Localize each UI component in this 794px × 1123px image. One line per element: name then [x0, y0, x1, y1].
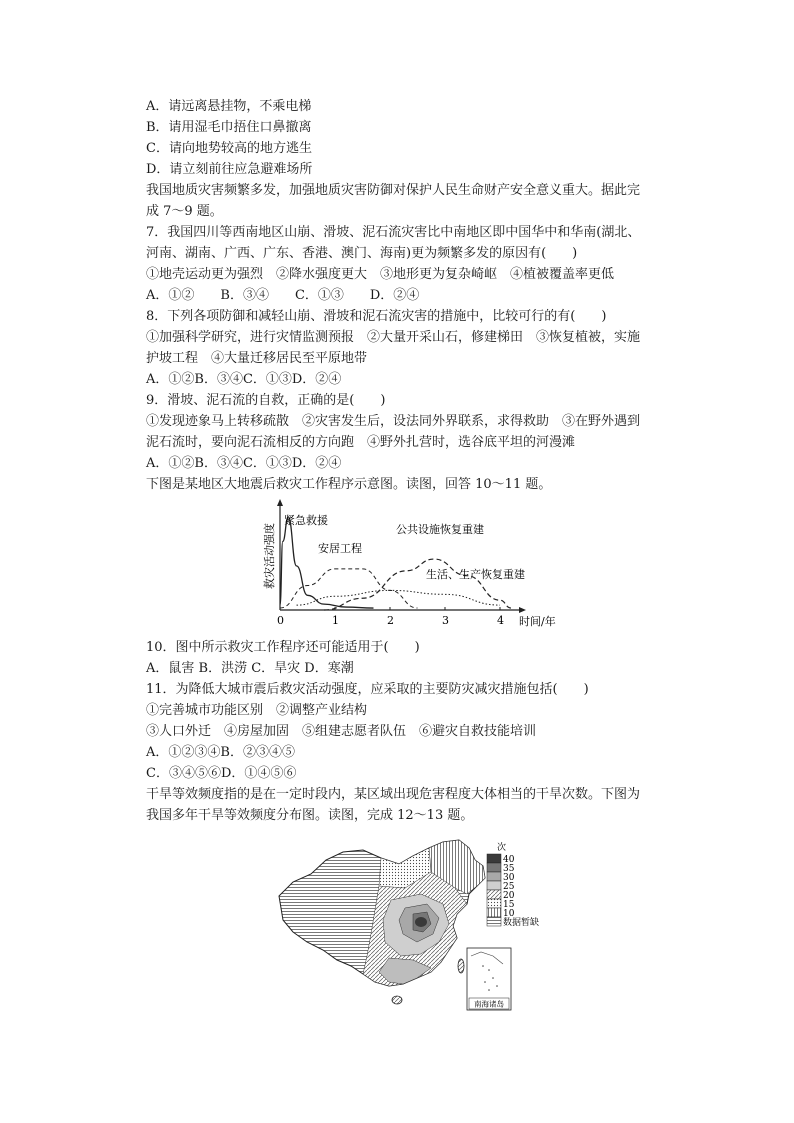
- q7-stem-2: 河南、湖南、广西、广东、香港、澳门、海南)更为频繁多发的原因有( ): [146, 246, 578, 261]
- legend-swatch-20: [487, 890, 501, 899]
- series-label-housing: 安居工程: [318, 542, 362, 555]
- q8-options: A．①②B．③④C．①③D．②④: [146, 372, 342, 387]
- series-label-emergency: 紧急救援: [284, 514, 328, 527]
- q9-items-1: ①发现迹象马上转移疏散 ②灾害发生后，设法同外界联系，求得救助 ③在野外遇到: [146, 414, 641, 429]
- inset-label: 南海诸岛: [474, 999, 504, 1009]
- q11-stem: 11．为降低大城市震后救灾活动强度，应采取的主要防灾减灾措施包括( ): [146, 682, 589, 697]
- legend-value-30: 30: [503, 873, 515, 883]
- q7-stem-1: 7．我国四川等西南地区山崩、滑坡、泥石流灾害比中南地区即中国华中和华南(湖北、: [146, 225, 641, 240]
- y-axis-label: 救灾活动强度: [263, 523, 276, 589]
- legend-swatch-10: [487, 908, 501, 917]
- legend-value-25: 25: [503, 882, 515, 892]
- q7-options: A．①② B．③④ C．①③ D．②④: [146, 288, 420, 303]
- series-label-public-facilities: 公共设施恢复重建: [396, 523, 484, 536]
- x-axis-arrow: [519, 607, 526, 613]
- q8-items-1: ①加强科学研究，进行灾情监测预报 ②大量开采山石，修建梯田 ③恢复植被，实施: [146, 330, 641, 345]
- q11-items-2: ③人口外迁 ④房屋加固 ⑤组建志愿者队伍 ⑥避灾自救技能培训: [146, 724, 537, 739]
- q8-items-2: 护坡工程 ④大量迁移居民至平原地带: [146, 351, 368, 366]
- q11-items-1: ①完善城市功能区别 ②调整产业结构: [146, 703, 368, 718]
- intro-7-9-line1: 我国地质灾害频繁多发，加强地质灾害防御对保护人民生命财产安全意义重大。据此完: [146, 183, 641, 198]
- region-east-40: [415, 917, 427, 927]
- x-tick-label-2: 2: [387, 614, 394, 627]
- legend-title: 次: [497, 843, 507, 853]
- q7-items: ①地壳运动更为强烈 ②降水强度更大 ③地形更为复杂崎岖 ④植被覆盖率更低: [146, 267, 615, 282]
- legend-swatch-40: [487, 854, 501, 863]
- q6-option-b: B．请用湿毛巾捂住口鼻撤离: [146, 120, 312, 135]
- q8-stem: 8．下列各项防御和减轻山崩、滑坡和泥石流灾害的措施中，比较可行的有( ): [146, 309, 607, 324]
- intro-10-11: 下图是某地区大地震后救灾工作程序示意图。读图，回答 10～11 题。: [146, 477, 552, 492]
- q6-option-a: A．请远离悬挂物，不乘电梯: [146, 99, 312, 114]
- legend-value-20: 20: [503, 891, 515, 901]
- legend-value-15: 15: [503, 900, 515, 910]
- y-axis-arrow: [277, 499, 283, 506]
- q9-options: A．①②B．③④C．①③D．②④: [146, 456, 342, 471]
- taiwan-island: [458, 959, 464, 973]
- legend-swatch-35: [487, 863, 501, 872]
- q6-option-d: D．请立刻前往应急避难场所: [146, 162, 313, 177]
- intro-12-13-line1: 干旱等效频度指的是在一定时段内，某区域出现危害程度大体相当的干旱次数。下图为: [146, 787, 641, 802]
- hainan-island: [392, 996, 402, 1004]
- legend-value-10: 10: [503, 909, 515, 919]
- intro-12-13-line2: 我国多年干旱等效频度分布图。读图，完成 12～13 题。: [146, 808, 474, 823]
- legend-swatch-25: [487, 881, 501, 890]
- legend-swatch-30: [487, 872, 501, 881]
- q6-option-c: C．请向地势较高的地方逃生: [146, 141, 312, 156]
- q9-stem: 9．滑坡、泥石流的自救，正确的是( ): [146, 393, 386, 408]
- intro-7-9-line2: 成 7～9 题。: [146, 204, 223, 219]
- q9-items-2: 泥石流时，要向泥石流相反的方向跑 ④野外扎营时，选谷底平坦的河漫滩: [146, 435, 576, 450]
- x-tick-label-0: 0: [277, 614, 284, 627]
- q11-options-1: A．①②③④B．②③④⑤: [146, 745, 295, 760]
- drought-frequency-map: [271, 838, 551, 1012]
- legend-swatch-15: [487, 899, 501, 908]
- series-label-life-production: 生活、生产恢复重建: [426, 568, 525, 581]
- legend-value-40: 40: [503, 855, 515, 865]
- q11-options-2: C．③④⑤⑥D．①④⑤⑥: [146, 766, 297, 781]
- map-legend: [487, 841, 539, 928]
- legend-value-35: 35: [503, 864, 515, 874]
- x-tick-label-3: 3: [442, 614, 449, 627]
- south-china-sea-inset: [467, 948, 511, 1010]
- series-line-public-facilities: [324, 559, 511, 610]
- q10-options: A．鼠害 B．洪涝 C．旱灾 D．寒潮: [146, 661, 354, 676]
- x-axis-label: 时间/年: [519, 615, 556, 628]
- q10-stem: 10．图中所示救灾工作程序还可能适用于( ): [146, 640, 420, 655]
- x-tick-label-4: 4: [497, 614, 504, 627]
- legend-nodata: 数据暂缺: [503, 918, 540, 928]
- relief-work-chart: [263, 498, 568, 630]
- x-tick-label-1: 1: [332, 614, 339, 627]
- legend-swatch-nodata: [487, 917, 501, 926]
